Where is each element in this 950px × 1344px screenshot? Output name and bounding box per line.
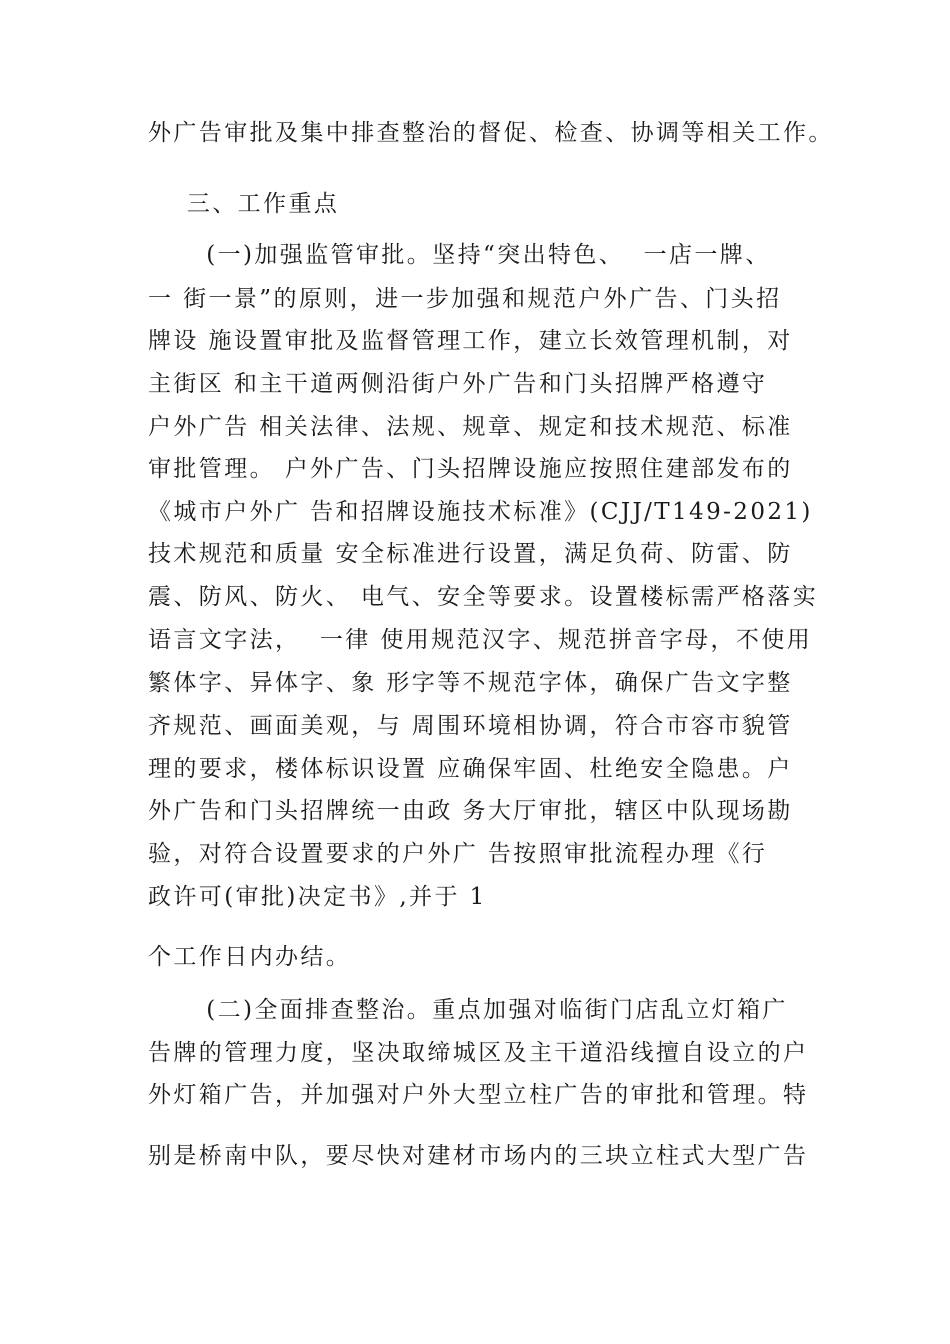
text-line: 户外广告 相关法律、法规、规章、规定和技术规范、标准 — [148, 414, 793, 440]
text-line: (一)加强监管审批。坚持“突出特色、 一店一牌、 — [148, 242, 771, 268]
text-line: 《城市户外广 告和招牌设施技术标准》(CJJ/T149-2021) — [148, 499, 813, 525]
text-line: 齐规范、画面美观，与 周围环境相协调，符合市容市貌管 — [148, 713, 793, 739]
text-line: 审批管理。 户外广告、门头招牌设施应按照住建部发布的 — [148, 456, 793, 482]
section-heading: 三、工作重点 — [148, 191, 340, 217]
text-line: 主街区 和主干道两侧沿街户外广告和门头招牌严格遵守 — [148, 371, 768, 397]
text-line: 别是桥南中队，要尽快对建材市场内的三块立柱式大型广告 — [148, 1143, 809, 1169]
text-line: (二)全面排查整治。重点加强对临街门店乱立灯箱广 — [148, 997, 788, 1023]
text-line: 外广告审批及集中排查整治的督促、检查、协调等相关工作。 — [148, 120, 834, 146]
text-line: 语言文字法， 一律 使用规范汉字、规范拼音字母，不使用 — [148, 627, 813, 653]
text-line: 繁体字、异体字、象 形字等不规范字体，确保广告文字整 — [148, 670, 793, 696]
text-line: 验，对符合设置要求的户外广 告按照审批流程办理《行 — [148, 841, 768, 867]
text-line: 告牌的管理力度，坚决取缔城区及主干道沿线擅自设立的户 — [148, 1040, 809, 1066]
text-line: 震、防风、防火、 电气、安全等要求。设置楼标需严格落实 — [148, 584, 819, 610]
text-line: 政许可(审批)决定书》,并于 1 — [148, 884, 487, 910]
text-line: 外灯箱广告，并加强对户外大型立柱广告的审批和管理。特 — [148, 1082, 809, 1108]
text-line: 牌设 施设置审批及监督管理工作，建立长效管理机制，对 — [148, 328, 793, 354]
text-line: 个工作日内办结。 — [148, 944, 352, 970]
text-line: 理的要求，楼体标识设置 应确保牢固、杜绝安全隐患。户 — [148, 756, 793, 782]
text-line: 一 街一景”的原则，进一步加强和规范户外广告、门头招 — [148, 286, 782, 312]
text-line: 外广告和门头招牌统一由政 务大厅审批，辖区中队现场勘 — [148, 798, 793, 824]
text-line: 技术规范和质量 安全标准进行设置，满足负荷、防雷、防 — [148, 541, 793, 567]
